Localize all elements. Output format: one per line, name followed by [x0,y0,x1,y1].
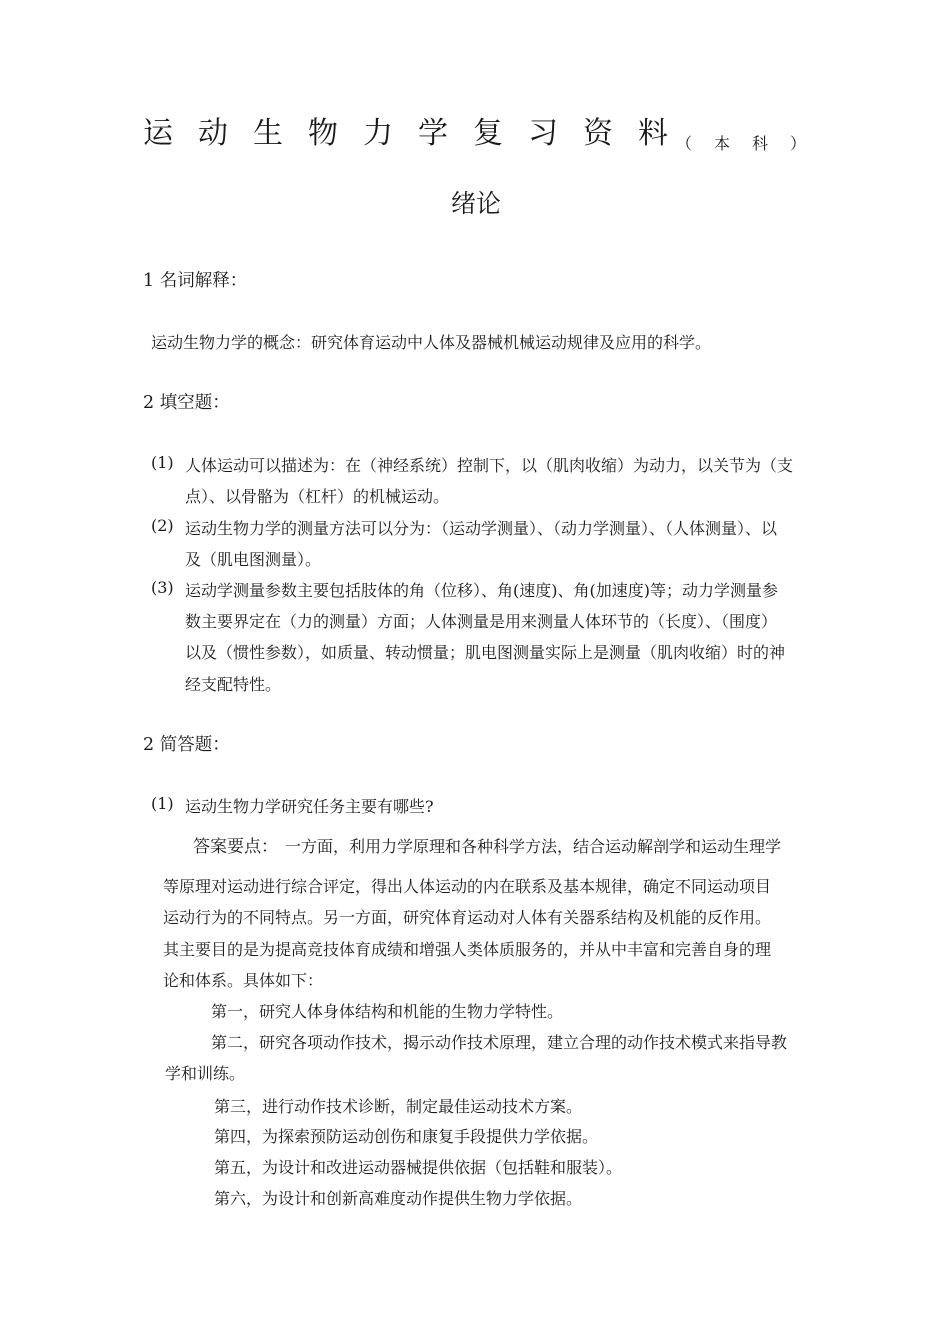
answer-line: 等原理对运动进行综合评定，得出人体运动的内在联系及基本规律，确定不同运动项目 [163,877,772,896]
answer-point: 第三，进行动作技术诊断，制定最佳运动技术方案。 [214,1097,583,1116]
answer-line: 论和体系。具体如下： [163,971,324,990]
list-item-line: 及（肌电图测量）。 [185,550,322,569]
answer-line: 运动行为的不同特点。另一方面，研究体育运动对人体有关器系结构及机能的反作用。 [163,908,772,927]
answer-point: 第六，为设计和创新高难度动作提供生物力学依据。 [214,1189,583,1208]
answer-point: 第四，为探索预防运动创伤和康复手段提供力学依据。 [214,1127,599,1146]
list-item-marker: (1) [151,453,174,472]
answer-point-continued: 学和训练。 [165,1064,246,1083]
section-heading-fill-blank: 2 填空题： [143,393,230,413]
answer-line: 其主要目的是为提高竞技体育成绩和增强人类体质服务的，并从中丰富和完善自身的理 [163,940,772,959]
title-note: （本科） [676,134,829,153]
list-item-line: 数主要界定在（力的测量）方面；人体测量是用来测量人体环节的（长度）、（围度） [185,612,778,631]
list-item-line: 点）、以骨骼为（杠杆）的机械运动。 [185,487,450,506]
term-definition: 运动生物力学的概念：研究体育运动中人体及器械机械运动规律及应用的科学。 [151,333,712,352]
list-item-line: 经支配特性。 [185,675,282,694]
list-item-line: 以及（惯性参数），如质量、转动惯量；肌电图测量实际上是测量（肌肉收缩）时的神 [185,643,786,662]
chapter-heading: 绪论 [451,189,502,218]
list-item-line: 运动生物力学的测量方法可以分为：（运动学测量）、（动力学测量）、（人体测量）、以 [185,519,778,538]
answer-point: 第二，研究各项动作技术，揭示动作技术原理，建立合理的动作技术模式来指导教 [211,1033,788,1052]
answer-line: 一方面，利用力学原理和各种科学方法，结合运动解剖学和运动生理学 [285,837,782,856]
list-item-line: 运动学测量参数主要包括肢体的角（位移）、角(速度)、角(加速度)等；动力学测量参 [185,581,778,600]
answer-lead: 答案要点： [193,837,278,857]
list-item-marker: (2) [151,516,174,535]
list-item-marker: (3) [151,578,174,597]
section-heading-terms: 1 名词解释： [143,271,248,291]
answer-point: 第五，为设计和改进运动器械提供依据（包括鞋和服装）。 [214,1158,623,1177]
section-heading-short-answer: 2 简答题： [143,735,230,755]
answer-point: 第一，研究人体身体结构和机能的生物力学特性。 [211,1002,564,1021]
list-item-line: 人体运动可以描述为：在（神经系统）控制下，以（肌肉收缩）为动力，以关节为（支 [185,456,794,475]
question-text: 运动生物力学研究任务主要有哪些? [185,797,434,816]
document-title: 运动生物力学复习资料 [143,116,693,151]
question-marker: (1) [151,794,174,813]
